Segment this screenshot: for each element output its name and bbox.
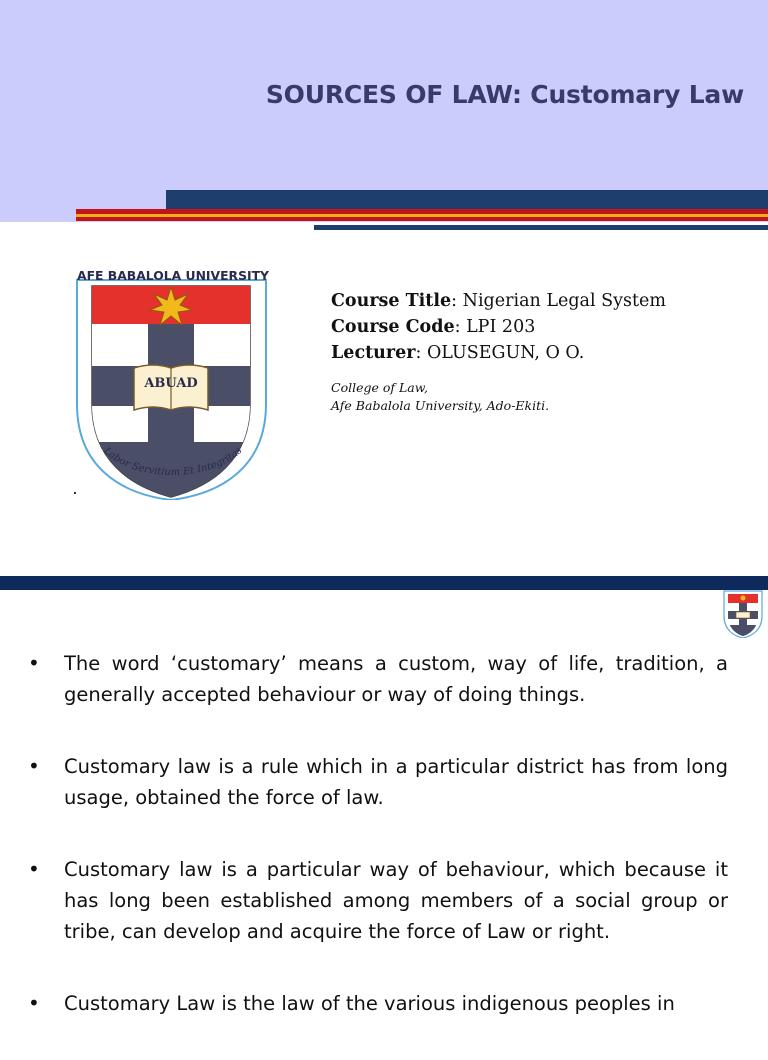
- course-title-line: Course Title: Nigerian Legal System: [331, 291, 666, 311]
- crest-motto: Labor Servitium Et Integritas: [101, 445, 245, 479]
- bullet-list: [28, 648, 728, 1060]
- course-code-line: Course Code: LPI 203: [331, 317, 536, 337]
- lecturer-line: Lecturer: OLUSEGUN, O O.: [331, 343, 585, 363]
- crest-mark: [74, 492, 76, 494]
- navy-thin-bar: [314, 225, 768, 230]
- bullet-text: Customary law is a rule which in a particular district has from long usage, obtained the force of law.: [64, 755, 728, 809]
- crest-university-name: AFE BABALOLA UNIVERSITY: [77, 269, 270, 283]
- crest-book-label: ABUAD: [144, 376, 198, 391]
- slide-title: SOURCES OF LAW: Customary Law: [265, 80, 744, 109]
- bullet-marker: •: [28, 991, 40, 1015]
- bullet-text: Customary Law is the law of the various indigenous peoples in: [64, 992, 675, 1015]
- course-info: [331, 288, 666, 415]
- lecturer-value: OLUSEGUN, O O.: [426, 343, 585, 363]
- college-line-2: Afe Babalola University, Ado-Ekiti.: [331, 398, 550, 413]
- red-stripe-bottom: [76, 217, 768, 221]
- list-item: [28, 988, 728, 1019]
- course-title-value: Nigerian Legal System: [462, 291, 666, 311]
- course-code-label: Course Code: [331, 317, 455, 337]
- bullet-marker: •: [28, 857, 40, 881]
- slide-divider-bar: [0, 576, 768, 590]
- list-item: [28, 648, 728, 710]
- bullet-marker: •: [28, 754, 40, 778]
- course-title-label: Course Title: [331, 291, 452, 311]
- bullet-marker: •: [28, 651, 40, 675]
- university-crest-small-icon: [722, 590, 764, 638]
- college-affiliation: [331, 379, 666, 415]
- navy-decor-bar: [166, 190, 768, 210]
- course-code-value: LPI 203: [466, 317, 536, 337]
- bullet-text: The word ‘customary’ means a custom, way of life, tradition, a generally accepted behaviour or way of doing things.: [64, 652, 728, 706]
- header-band: [0, 0, 768, 222]
- list-item: [28, 751, 728, 813]
- lecturer-label: Lecturer: [331, 343, 416, 363]
- list-item: [28, 854, 728, 947]
- college-line-1: College of Law,: [331, 380, 428, 395]
- bullet-text: Customary law is a particular way of behaviour, which because it has long been established among members of a social group or tribe, can develop and acquire the force of Law or right.: [64, 858, 728, 943]
- university-crest-icon: [72, 264, 272, 500]
